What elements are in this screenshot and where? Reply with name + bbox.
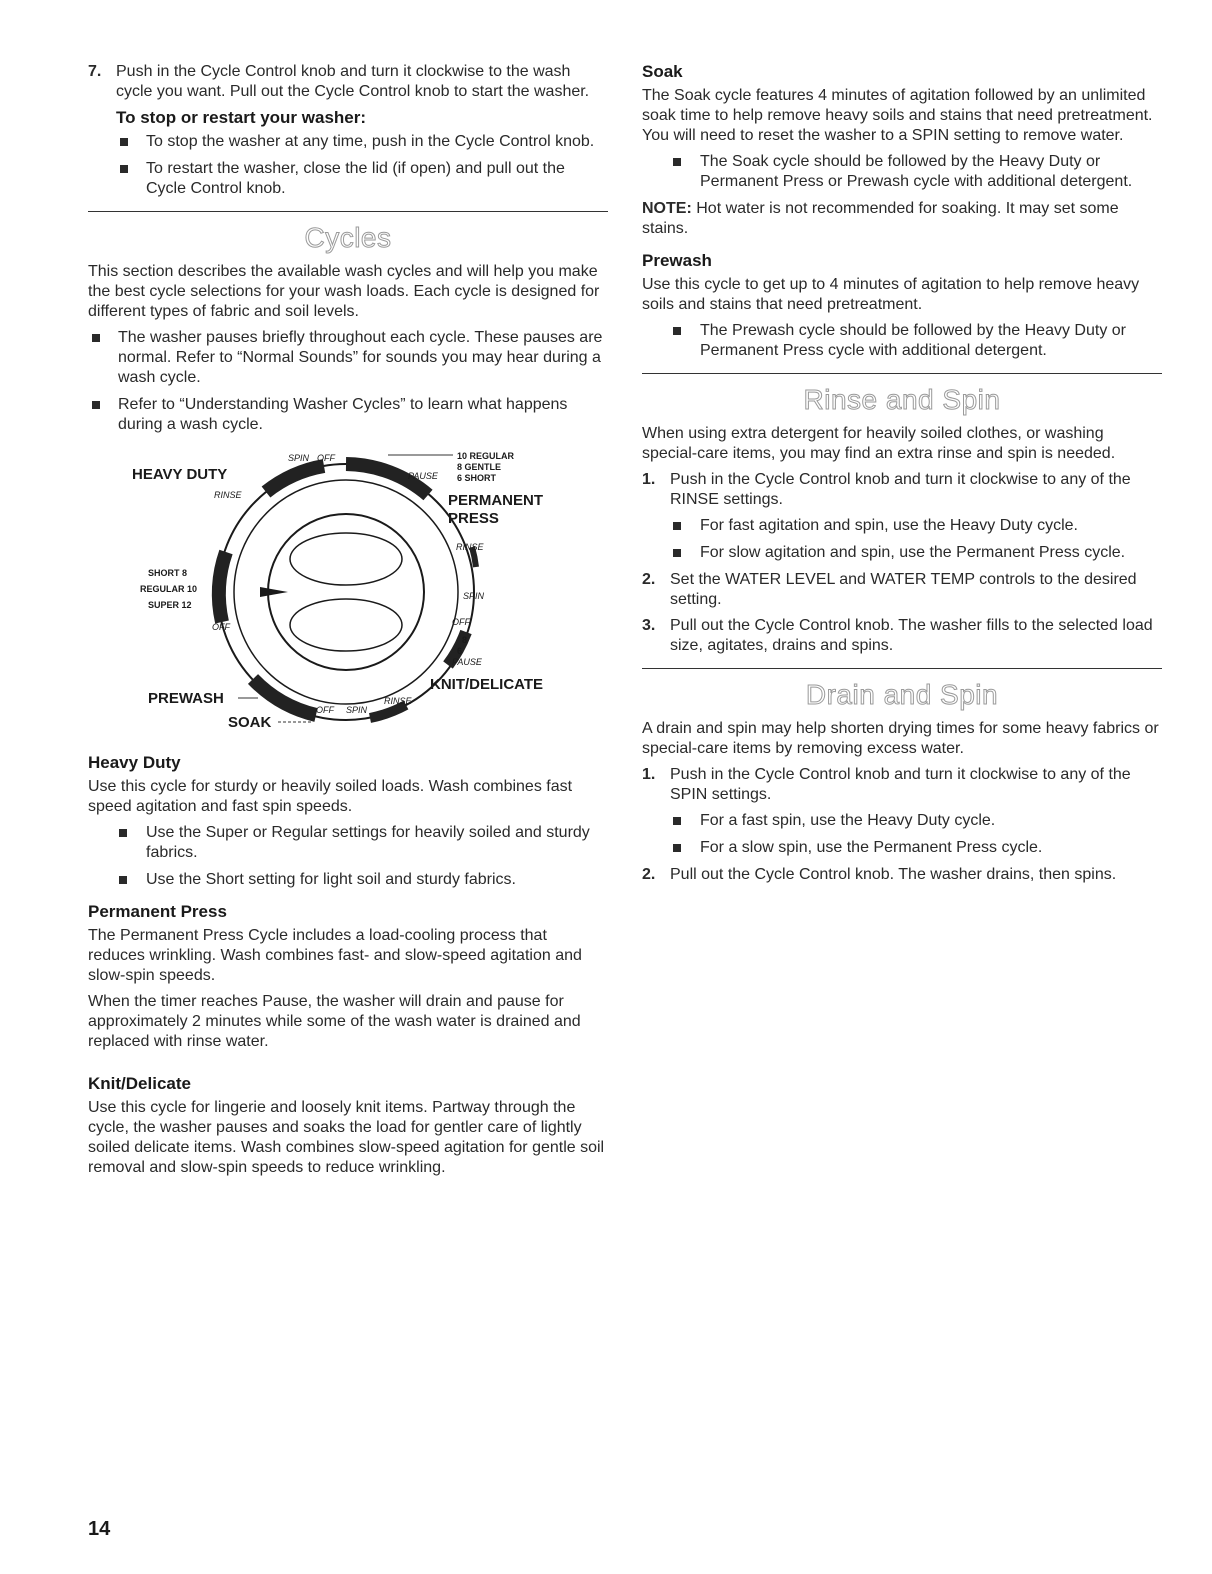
rinse-spin-title: Rinse and Spin xyxy=(803,384,1001,415)
label-permanent: PERMANENT xyxy=(448,492,544,509)
soak-heading: Soak xyxy=(642,62,683,81)
label-short-8: SHORT 8 xyxy=(148,568,188,578)
label-pause-right: PAUSE xyxy=(452,657,482,667)
prewash-text: Use this cycle to get up to 4 minutes of agitation to help remove heavy soils and stains that need pretreatment. xyxy=(642,276,1140,313)
cycles-intro: This section describes the available wash cycles and will help you make the best cycle selections for your wash loads. Each cycle is designed for different types of fabric and soil levels. xyxy=(88,263,600,320)
label-8-right: 8 xyxy=(462,635,468,645)
knit-delicate-heading: Knit/Delicate xyxy=(88,1074,191,1093)
label-soak: SOAK xyxy=(228,714,272,731)
soak-arc xyxy=(370,705,406,718)
label-off-left: OFF xyxy=(212,622,230,632)
prewash-bullet: The Prewash cycle should be followed by the Heavy Duty or Permanent Press cycle with additional detergent. xyxy=(642,321,1162,361)
soak-note xyxy=(642,199,1162,239)
label-spin-bottom: SPIN xyxy=(346,705,368,715)
drain-spin-intro: A drain and spin may help shorten drying times for some heavy fabrics or special-care items by removing excess water. xyxy=(642,720,1159,757)
rinse-bullet: For fast agitation and spin, use the Heavy Duty cycle. xyxy=(642,516,1162,536)
label-regular-10: 10 REGULAR xyxy=(457,451,515,461)
rinse-step-2 xyxy=(642,570,1162,610)
permanent-press-heading: Permanent Press xyxy=(88,902,227,921)
drain-step-2 xyxy=(642,865,1162,885)
soak-text: The Soak cycle features 4 minutes of agitation followed by an unlimited soak time to help remove heavy soils and stains that need pretreatment. You will need to reset the washer to a SPIN setting to remove water. xyxy=(642,87,1153,144)
note-label: NOTE: xyxy=(642,200,692,217)
step-text: Set the WATER LEVEL and WATER TEMP controls to the desired setting. xyxy=(670,571,1137,608)
label-6-right: 6 xyxy=(457,646,463,656)
label-spin-right: SPIN xyxy=(463,591,485,601)
heavy-duty-heading: Heavy Duty xyxy=(88,753,181,772)
stop-bullet: To stop the washer at any time, push in the Cycle Control knob. xyxy=(116,132,608,152)
step-number: 1. xyxy=(642,766,656,783)
heavy-duty-bullet: Use the Super or Regular settings for heavily soiled and sturdy fabrics. xyxy=(88,823,608,863)
step-text: Pull out the Cycle Control knob. The washer fills to the selected load size, agitates, drains and spins. xyxy=(670,617,1153,654)
label-off-top: OFF xyxy=(317,453,335,463)
label-rinse-left: RINSE xyxy=(214,490,242,500)
label-short-6: 6 SHORT xyxy=(457,473,497,483)
cycles-bullet-pauses: The washer pauses briefly throughout each cycle. These pauses are normal. Refer to “Normal Sounds” for sounds you may hear during a wash cycle. xyxy=(88,328,608,388)
permanent-press-text-1: The Permanent Press Cycle includes a load-cooling process that reduces wrinkling. Wash combines fast- and slow-speed agitation and slow-spin speeds. xyxy=(88,927,582,984)
soak-bullet: The Soak cycle should be followed by the Heavy Duty or Permanent Press or Prewash cycle with additional detergent. xyxy=(642,152,1162,192)
heavy-duty-wash-arc xyxy=(219,552,226,622)
permanent-press-text-2: When the timer reaches Pause, the washer will drain and pause for approximately 2 minutes while some of the wash water is drained and replaced with rinse water. xyxy=(88,993,581,1050)
label-regular-10-left: REGULAR 10 xyxy=(140,584,198,594)
step-number: 1. xyxy=(642,471,656,488)
cycles-bullet-understanding: Refer to “Understanding Washer Cycles” to learn what happens during a wash cycle. xyxy=(88,395,608,435)
cycles-title: Cycles xyxy=(304,222,392,253)
divider xyxy=(88,211,608,212)
rinse-bullet: For slow agitation and spin, use the Permanent Press cycle. xyxy=(642,543,1162,563)
rinse-step-3 xyxy=(642,616,1162,656)
step-number: 7. xyxy=(88,63,102,80)
step-text: Push in the Cycle Control knob and turn it clockwise to any of the RINSE settings. xyxy=(670,471,1131,508)
divider xyxy=(642,668,1162,669)
heavy-duty-bullet: Use the Short setting for light soil and sturdy fabrics. xyxy=(88,870,608,890)
rinse-step-1 xyxy=(642,470,1162,510)
step-text: Push in the Cycle Control knob and turn it clockwise to the wash cycle you want. Pull out the Cycle Control knob to start the washer. xyxy=(116,63,590,100)
restart-bullet: To restart the washer, close the lid (if open) and pull out the Cycle Control knob. xyxy=(116,159,608,199)
label-heavy-duty: HEAVY DUTY xyxy=(132,466,228,483)
label-prewash: PREWASH xyxy=(148,690,224,707)
step-text: Push in the Cycle Control knob and turn it clockwise to any of the SPIN settings. xyxy=(670,766,1131,803)
right-column xyxy=(642,62,1162,891)
cycle-control-dial xyxy=(88,447,608,737)
knit-delicate-text: Use this cycle for lingerie and loosely knit items. Partway through the cycle, the washer pauses and soaks the load for gentler care of lightly soiled delicate items. Wash combines slow-speed agitation for gentle soil removal and slow-spin speeds to reduce wrinkling. xyxy=(88,1099,605,1176)
step-7 xyxy=(88,62,608,102)
dial-knob xyxy=(268,514,424,670)
step-number: 2. xyxy=(642,571,656,588)
heavy-duty-text: Use this cycle for sturdy or heavily soiled loads. Wash combines fast speed agitation and fast spin speeds. xyxy=(88,778,573,815)
rinse-spin-intro: When using extra detergent for heavily soiled clothes, or washing special-care items, you may find an extra rinse and spin is needed. xyxy=(642,425,1116,462)
label-super-12: SUPER 12 xyxy=(148,600,192,610)
stop-restart-heading: To stop or restart your washer: xyxy=(116,108,367,127)
label-knit-delicate: KNIT/DELICATE xyxy=(430,676,544,693)
label-gentle-8: 8 GENTLE xyxy=(457,462,502,472)
drain-step-1 xyxy=(642,765,1162,805)
label-off-right: OFF xyxy=(452,617,470,627)
step-number: 3. xyxy=(642,617,656,634)
step-number: 2. xyxy=(642,866,656,883)
drain-bullet: For a fast spin, use the Heavy Duty cycle. xyxy=(642,811,1162,831)
page-number: 14 xyxy=(88,1518,111,1540)
drain-bullet: For a slow spin, use the Permanent Press cycle. xyxy=(642,838,1162,858)
label-pause-top: PAUSE xyxy=(408,471,438,481)
drain-spin-title: Drain and Spin xyxy=(805,679,999,710)
heavy-duty-arc xyxy=(266,466,324,492)
label-off-bottom: OFF xyxy=(316,705,334,715)
step-text: Pull out the Cycle Control knob. The washer drains, then spins. xyxy=(670,866,1117,883)
label-spin-top: SPIN xyxy=(288,453,310,463)
prewash-heading: Prewash xyxy=(642,251,712,270)
label-rinse-right: RINSE xyxy=(456,542,484,552)
left-column xyxy=(88,62,608,1184)
note-text: Hot water is not recommended for soaking. It may set some stains. xyxy=(642,200,1119,237)
divider xyxy=(642,373,1162,374)
label-press: PRESS xyxy=(448,510,499,527)
label-rinse-bottom: RINSE xyxy=(384,696,412,706)
